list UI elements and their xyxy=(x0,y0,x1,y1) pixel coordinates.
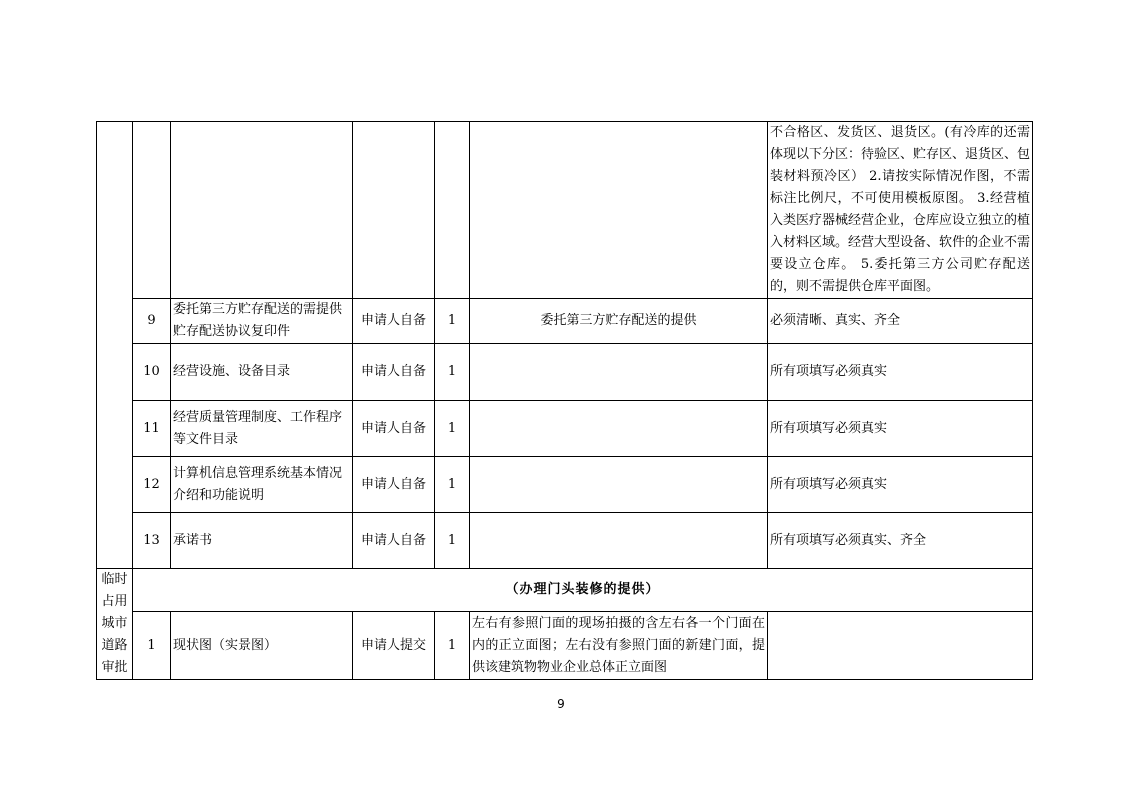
materials-table xyxy=(96,121,1033,680)
material-copies: 1 xyxy=(435,612,470,680)
material-requirement: 左右有参照门面的现场拍摄的含左右各一个门面在内的正立面图；左右没有参照门面的新建门面，提供该建筑物物业企业总体正立面图 xyxy=(470,612,768,680)
row-number: 11 xyxy=(133,401,171,457)
material-name: 经营质量管理制度、工作程序等文件目录 xyxy=(171,401,353,457)
material-name: 承诺书 xyxy=(171,513,353,569)
material-name: 现状图（实景图） xyxy=(171,612,353,680)
material-remark: 不合格区、发货区、退货区。(有冷库的还需体现以下分区：待验区、贮存区、退货区、包装材料预冷区） 2.请按实际情况作图，不需标注比例尺，不可使用模板原图。 3.经营植入类医疗器械经营企业，仓库应设立独立的植入材料区域。经营大型设备、软件的企业不需要设立仓库。 5.委托第三方公司贮存配送的，则不需提供仓库平面图。 xyxy=(768,122,1033,299)
table-row xyxy=(97,612,1033,680)
material-remark: 必须清晰、真实、齐全 xyxy=(768,299,1033,344)
material-requirement: 委托第三方贮存配送的提供 xyxy=(470,299,768,344)
material-requirement xyxy=(470,122,768,299)
material-source: 申请人自备 xyxy=(353,299,435,344)
material-copies: 1 xyxy=(435,401,470,457)
table-row xyxy=(97,344,1033,401)
material-name: 计算机信息管理系统基本情况介绍和功能说明 xyxy=(171,457,353,513)
material-source: 申请人自备 xyxy=(353,401,435,457)
material-name: 经营设施、设备目录 xyxy=(171,344,353,401)
table-row xyxy=(97,299,1033,344)
table-row xyxy=(97,122,1033,299)
material-name xyxy=(171,122,353,299)
section-category: 临时占用城市道路审批 xyxy=(97,569,133,680)
row-number: 9 xyxy=(133,299,171,344)
material-source: 申请人自备 xyxy=(353,344,435,401)
material-requirement xyxy=(470,344,768,401)
material-requirement xyxy=(470,457,768,513)
material-copies: 1 xyxy=(435,299,470,344)
material-copies: 1 xyxy=(435,344,470,401)
material-remark: 所有项填写必须真实、齐全 xyxy=(768,513,1033,569)
table-row xyxy=(97,513,1033,569)
material-copies: 1 xyxy=(435,513,470,569)
section-header: （办理门头装修的提供） xyxy=(133,569,1033,612)
material-remark xyxy=(768,612,1033,680)
material-name: 委托第三方贮存配送的需提供贮存配送协议复印件 xyxy=(171,299,353,344)
page-number: 9 xyxy=(557,697,565,711)
row-number: 10 xyxy=(133,344,171,401)
material-source: 申请人提交 xyxy=(353,612,435,680)
material-requirement xyxy=(470,401,768,457)
row-number: 12 xyxy=(133,457,171,513)
table-row xyxy=(97,401,1033,457)
material-remark: 所有项填写必须真实 xyxy=(768,457,1033,513)
table-row xyxy=(97,457,1033,513)
material-copies: 1 xyxy=(435,457,470,513)
section-header-row xyxy=(97,569,1033,612)
row-number xyxy=(133,122,171,299)
category-cell xyxy=(97,122,133,569)
row-number: 13 xyxy=(133,513,171,569)
material-requirement xyxy=(470,513,768,569)
material-source: 申请人自备 xyxy=(353,513,435,569)
material-source: 申请人自备 xyxy=(353,457,435,513)
material-remark: 所有项填写必须真实 xyxy=(768,401,1033,457)
row-number: 1 xyxy=(133,612,171,680)
material-remark: 所有项填写必须真实 xyxy=(768,344,1033,401)
material-copies xyxy=(435,122,470,299)
material-source xyxy=(353,122,435,299)
